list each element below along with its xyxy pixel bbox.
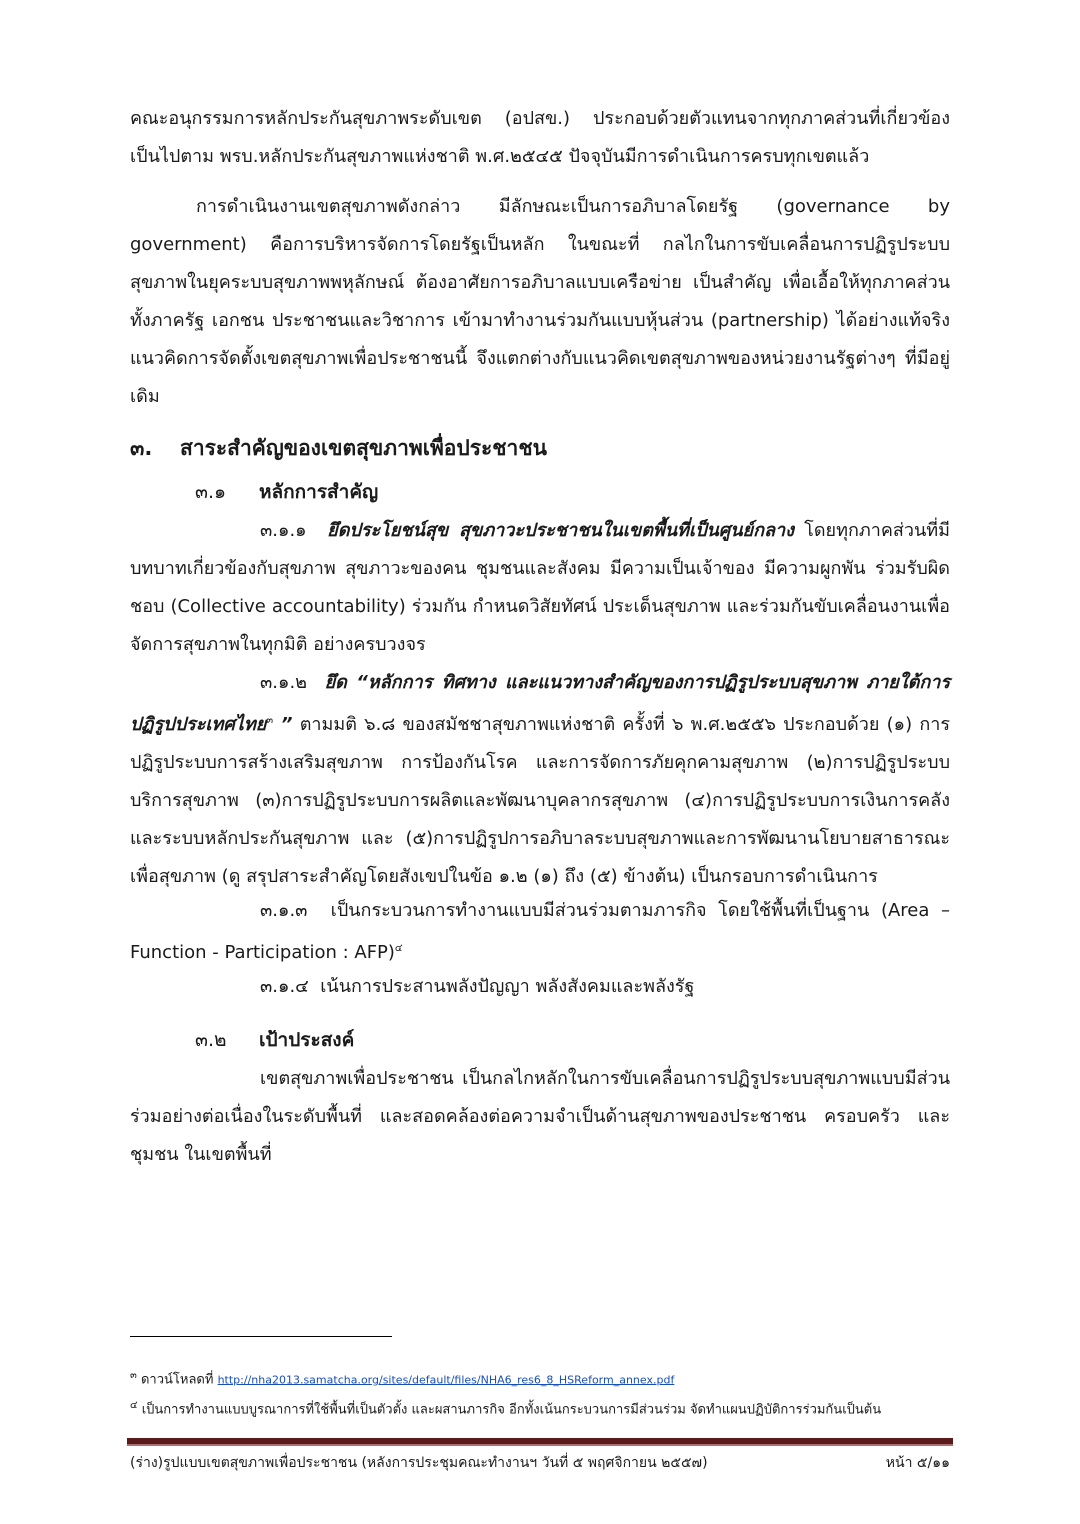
download-link[interactable]: http://nha2013.samatcha.org/sites/default/files/NHA6_res6_8_HSReform_annex.pdf <box>217 1373 675 1387</box>
item-text: เน้นการประสานพลังปัญญา พลังสังคมและพลังรัฐ <box>320 976 695 997</box>
item-emphasis: ยึด “หลักการ ทิศทาง และแนวทางสำคัญของการปฏิรูประบบสุขภาพ ภายใต้การปฏิรูปประเทศไทย <box>130 672 950 735</box>
section-title: เป้าประสงค์ <box>259 1029 355 1051</box>
footnote-4 <box>130 1396 960 1420</box>
item-number: ๓.๑.๑ <box>260 520 307 541</box>
paragraph-governance: การดำเนินงานเขตสุขภาพดังกล่าว มีลักษณะเป็นการอภิบาลโดยรัฐ (governance by government) คือการบริหารจัดการโดยรัฐเป็นหลัก ในขณะที่ กลไกในการขับเคลื่อนการปฏิรูประบบสุขภาพในยุคระบบสุขภาพพหุลักษณ์ ต้องอาศัยการอภิบาลแบบเครือข่าย เป็นสำคัญ เพื่อเอื้อให้ทุกภาคส่วนทั้งภาครัฐ เอกชน ประชาชนและวิชาการ เข้ามาทำงานร่วมกันแบบหุ้นส่วน (partnership) ได้อย่างแท้จริง แนวคิดการจัดตั้งเขตสุขภาพเพื่อประชาชนนี้ จึงแตกต่างกับแนวคิดเขตสุขภาพของหน่วยงานรัฐต่างๆ ที่มีอยู่เดิม <box>130 196 950 407</box>
footer-bar-shadow <box>127 1444 953 1446</box>
item-text: ตามมติ ๖.๘ ของสมัชชาสุขภาพแห่งชาติ ครั้งที่ ๖ พ.ศ.๒๕๕๖ ประกอบด้วย (๑) การปฏิรูประบบการสร้างเสริมสุขภาพ การป้องกันโรค และการจัดการภัยคุกคามสุขภาพ (๒)การปฏิรูประบบบริการสุขภาพ (๓)การปฏิรูประบบการผลิตและพัฒนาบุคลากรสุขภาพ (๔)การปฏิรูประบบการเงินการคลังและระบบหลักประกันสุขภาพ และ (๕)การปฏิรูปการอภิบาลระบบสุขภาพและการพัฒนานโยบายสาธารณะเพื่อสุขภาพ (ดู สรุปสาระสำคัญโดยสังเขปในข้อ ๑.๒ (๑) ถึง (๕) ข้างต้น) เป็นกรอบการดำเนินการ <box>130 714 950 887</box>
footnote-separator <box>130 1336 392 1337</box>
section-number: ๓.๑ <box>195 481 227 503</box>
principle-3-1-1 <box>130 512 950 664</box>
footnote-3 <box>130 1366 960 1390</box>
footnote-text: ดาวน์โหลดที่ <box>136 1372 218 1388</box>
footer-document-title: (ร่าง)รูปแบบเขตสุขภาพเพื่อประชาชน (หลังการประชุมคณะทำงานฯ วันที่ ๕ พฤศจิกายน ๒๕๕๗) <box>130 1455 708 1471</box>
principle-3-1-3 <box>130 892 950 972</box>
section-3-1-heading <box>195 474 378 510</box>
item-emphasis-close: ” <box>273 714 293 735</box>
principle-3-1-4 <box>130 968 950 1006</box>
footnote-marker: ๓ <box>130 1370 137 1381</box>
item-number: ๓.๑.๓ <box>260 900 308 921</box>
principle-3-1-2 <box>130 664 950 896</box>
section-number: ๓. <box>130 436 153 460</box>
objective-paragraph: เขตสุขภาพเพื่อประชาชน เป็นกลไกหลักในการขับเคลื่อนการปฏิรูประบบสุขภาพแบบมีส่วนร่วมอย่างต่อเนื่องในระดับพื้นที่ และสอดคล้องต่อความจำเป็นด้านสุขภาพของประชาชน ครอบครัว และชุมชน ในเขตพื้นที่ <box>130 1068 950 1165</box>
section-3-heading <box>130 430 547 466</box>
item-number: ๓.๑.๔ <box>260 976 309 997</box>
section-3-2-heading <box>195 1022 354 1058</box>
item-text: โดยทุกภาคส่วนที่มีบทบาทเกี่ยวข้องกับสุขภาพ สุขภาวะของคน ชุมชนและสังคม มีความเป็นเจ้าของ มีความผูกพัน ร่วมรับผิดชอบ (Collective accountability) ร่วมกัน กำหนดวิสัยทัศน์ ประเด็นสุขภาพ และร่วมกันขับเคลื่อนงานเพื่อจัดการสุขภาพในทุกมิติ อย่างครบวงจร <box>130 520 950 655</box>
item-emphasis: ยึดประโยชน์สุข สุขภาวะประชาชนในเขตพื้นที่เป็นศูนย์กลาง <box>327 520 794 541</box>
footnote-text: เป็นการทำงานแบบบูรณาการที่ใช้พื้นที่เป็นตัวตั้ง และผสานภารกิจ อีกทั้งเน้นกระบวนการมีส่วนร่วม จัดทำแผนปฏิบัติการร่วมกันเป็นต้น <box>137 1402 882 1418</box>
footer-page-number: หน้า ๕/๑๑ <box>885 1455 950 1471</box>
footnote-marker: ๔ <box>394 943 403 954</box>
footnote-marker: ๓ <box>266 715 274 726</box>
section-title: สาระสำคัญของเขตสุขภาพเพื่อประชาชน <box>180 436 547 460</box>
item-number: ๓.๑.๒ <box>260 672 308 693</box>
paragraph-committee: คณะอนุกรรมการหลักประกันสุขภาพระดับเขต (อปสข.) ประกอบด้วยตัวแทนจากทุกภาคส่วนที่เกี่ยวข้อง เป็นไปตาม พรบ.หลักประกันสุขภาพแห่งชาติ พ.ศ.๒๕๔๕ ปัจจุบันมีการดำเนินการครบทุกเขตแล้ว <box>130 108 950 167</box>
section-title: หลักการสำคัญ <box>259 481 379 503</box>
item-text: เป็นกระบวนการทำงานแบบมีส่วนร่วมตามภารกิจ โดยใช้พื้นที่เป็นฐาน (Area – Function - Participation : AFP) <box>130 900 950 963</box>
section-number: ๓.๒ <box>195 1029 227 1051</box>
footnote-marker: ๔ <box>130 1400 138 1411</box>
